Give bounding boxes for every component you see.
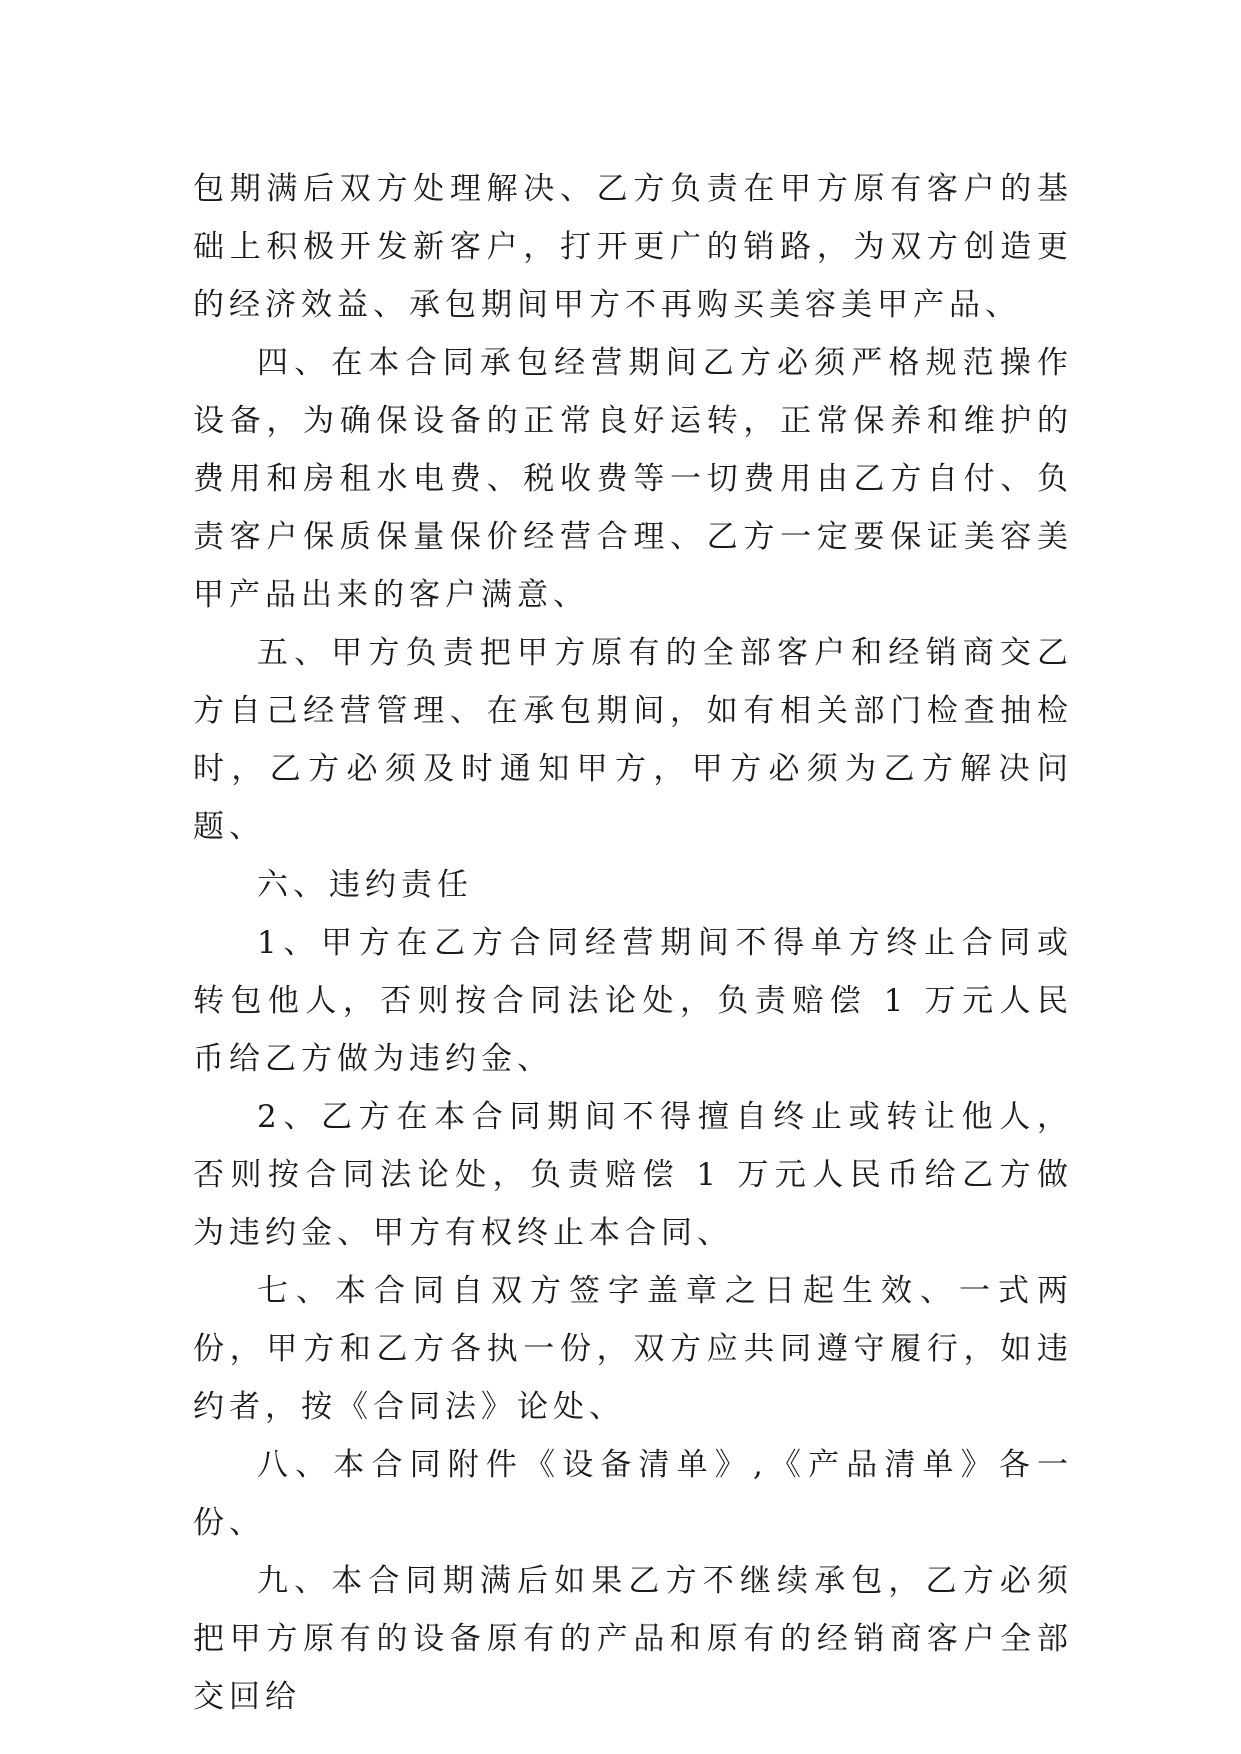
- document-body: [193, 160, 1073, 1726]
- paragraph-clause-8: 八、本合同附件《设备清单》,《产品清单》各一份、: [193, 1447, 1073, 1541]
- paragraph-clause-6-1: 1、甲方在乙方合同经营期间不得单方终止合同或转包他人，否则按合同法论处，负责赔偿 1 万元人民币给乙方做为违约金、: [193, 925, 1073, 1077]
- paragraph-continuation: 包期满后双方处理解决、乙方负责在甲方原有客户的基础上积极开发新客户，打开更广的销路，为双方创造更的经济效益、承包期间甲方不再购买美容美甲产品、: [193, 171, 1073, 323]
- paragraph-clause-4: 四、在本合同承包经营期间乙方必须严格规范操作设备，为确保设备的正常良好运转，正常保养和维护的费用和房租水电费、税收费等一切费用由乙方自付、负责客户保质保量保价经营合理、乙方一定要保证美容美甲产品出来的客户满意、: [193, 345, 1073, 613]
- paragraph-clause-6-heading: 六、违约责任: [257, 867, 473, 903]
- paragraph-clause-9: 九、本合同期满后如果乙方不继续承包，乙方必须把甲方原有的设备原有的产品和原有的经销商客户全部交回给: [193, 1563, 1073, 1715]
- paragraph-clause-6-2: 2、乙方在本合同期间不得擅自终止或转让他人，否则按合同法论处，负责赔偿 1 万元人民币给乙方做为违约金、甲方有权终止本合同、: [193, 1099, 1073, 1251]
- paragraph-clause-5: 五、甲方负责把甲方原有的全部客户和经销商交乙方自己经营管理、在承包期间，如有相关部门检查抽检时，乙方必须及时通知甲方，甲方必须为乙方解决问题、: [193, 635, 1073, 845]
- paragraph-clause-7: 七、本合同自双方签字盖章之日起生效、一式两份，甲方和乙方各执一份，双方应共同遵守履行，如违约者，按《合同法》论处、: [193, 1273, 1073, 1425]
